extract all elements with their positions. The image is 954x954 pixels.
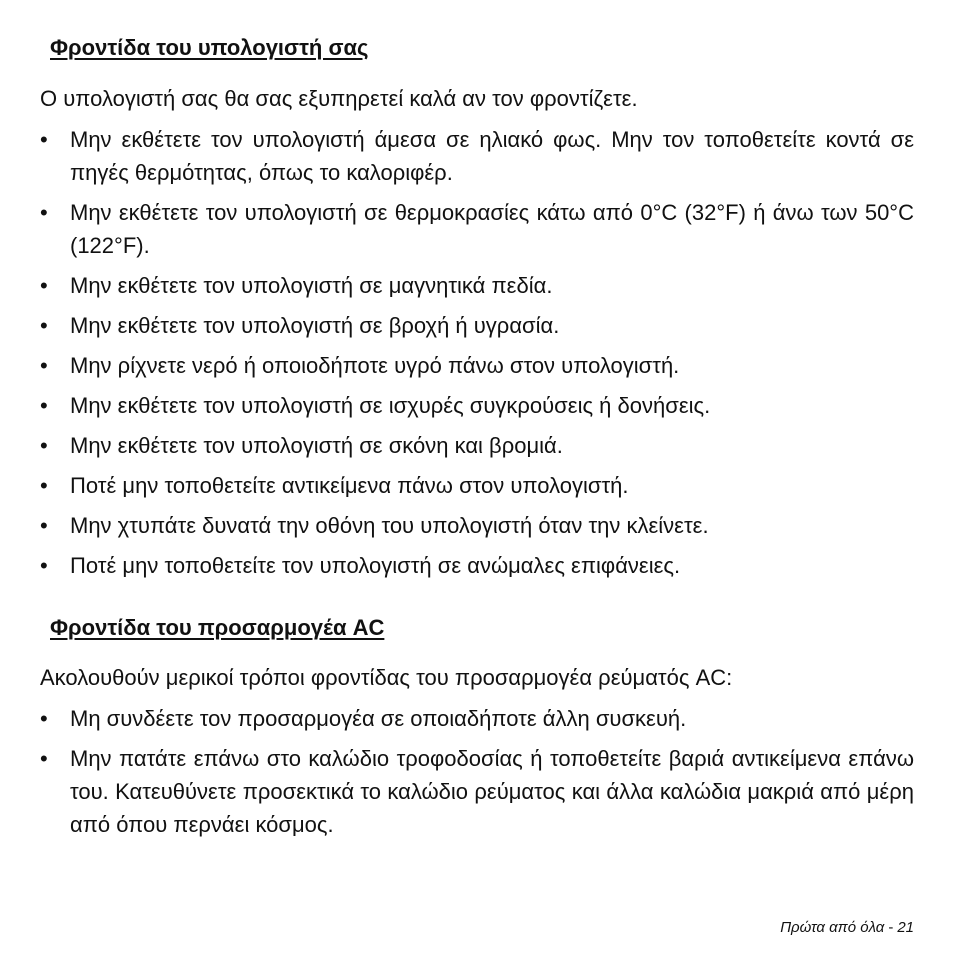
list-item: [40, 349, 914, 382]
list-item-text: Μην εκθέτετε τον υπολογιστή άμεσα σε ηλιακό φως. Μην τον τοποθετείτε κοντά σε πηγές θερμότητας, όπως το καλοριφέρ.: [70, 127, 914, 185]
section-intro-ac-adapter-care: Ακολουθούν μερικοί τρόποι φροντίδας του προσαρμογέα ρεύματός AC:: [40, 665, 733, 690]
list-item: [40, 742, 914, 841]
list-item: [40, 269, 914, 302]
bullet-icon: •: [40, 313, 48, 338]
list-item-text: Μη συνδέετε τον προσαρμογέα σε οποιαδήποτε άλλη συσκευή.: [70, 706, 687, 731]
list-item: [40, 509, 914, 542]
bullet-icon: •: [40, 473, 48, 498]
footer-section-title: Πρώτα από όλα: [780, 919, 885, 936]
list-item: [40, 123, 914, 189]
section-intro-computer-care: Ο υπολογιστή σας θα σας εξυπηρετεί καλά αν τον φροντίζετε.: [40, 86, 638, 111]
list-item-text: Μην ρίχνετε νερό ή οποιοδήποτε υγρό πάνω στον υπολογιστή.: [70, 353, 680, 378]
bullet-icon: •: [40, 393, 48, 418]
section-heading-ac-adapter-care: Φροντίδα του προσαρμογέα AC: [50, 615, 385, 640]
bullet-icon: •: [40, 513, 48, 538]
page-footer: [780, 918, 914, 938]
list-item-text: Μην εκθέτετε τον υπολογιστή σε θερμοκρασίες κάτω από 0°C (32°F) ή άνω των 50°C (122°F).: [70, 200, 914, 258]
bullet-icon: •: [40, 273, 48, 298]
list-item: [40, 309, 914, 342]
list-item: [40, 389, 914, 422]
list-item-text: Μην χτυπάτε δυνατά την οθόνη του υπολογιστή όταν την κλείνετε.: [70, 513, 709, 538]
bullet-icon: •: [40, 200, 48, 225]
bullet-list-computer-care: [40, 123, 914, 582]
list-item: [40, 702, 914, 735]
list-item-text: Μην εκθέτετε τον υπολογιστή σε σκόνη και βρομιά.: [70, 433, 563, 458]
list-item-text: Ποτέ μην τοποθετείτε τον υπολογιστή σε ανώμαλες επιφάνειες.: [70, 553, 681, 578]
bullet-icon: •: [40, 706, 48, 731]
bullet-icon: •: [40, 746, 48, 771]
bullet-icon: •: [40, 353, 48, 378]
list-item-text: Μην πατάτε επάνω στο καλώδιο τροφοδοσίας ή τοποθετείτε βαριά αντικείμενα επάνω του. Κατευθύνετε προσεκτικά το καλώδιο ρεύματος και άλλα καλώδια μακριά από μέρη από όπου περνάει κόσμος.: [70, 746, 914, 837]
footer-separator: -: [888, 919, 894, 936]
list-item: [40, 429, 914, 462]
list-item-text: Μην εκθέτετε τον υπολογιστή σε μαγνητικά πεδία.: [70, 273, 553, 298]
bullet-icon: •: [40, 433, 48, 458]
bullet-list-ac-adapter-care: [40, 702, 914, 841]
page-number: 21: [897, 919, 914, 936]
list-item-text: Μην εκθέτετε τον υπολογιστή σε ισχυρές συγκρούσεις ή δονήσεις.: [70, 393, 711, 418]
list-item-text: Ποτέ μην τοποθετείτε αντικείμενα πάνω στον υπολογιστή.: [70, 473, 629, 498]
list-item-text: Μην εκθέτετε τον υπολογιστή σε βροχή ή υγρασία.: [70, 313, 560, 338]
list-item: [40, 469, 914, 502]
bullet-icon: •: [40, 553, 48, 578]
section-heading-computer-care: Φροντίδα του υπολογιστή σας: [50, 35, 369, 60]
bullet-icon: •: [40, 127, 48, 152]
list-item: [40, 196, 914, 262]
list-item: [40, 549, 914, 582]
